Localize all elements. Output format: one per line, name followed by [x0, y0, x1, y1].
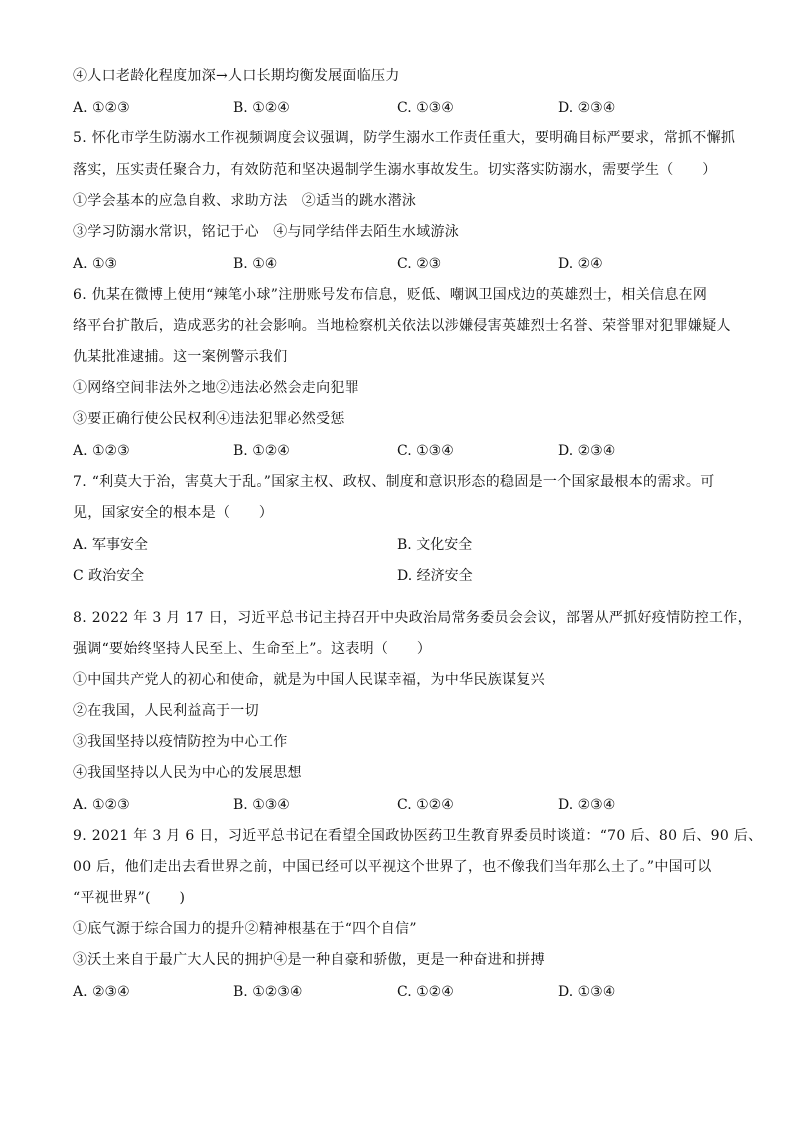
q6-stem-line-1: 6. 仇某在微博上使用“辣笔小球”注册账号发布信息，贬低、嘲讽卫国戍边的英雄烈士，相关信息在网	[73, 287, 708, 303]
q6-items-line-2: ③要正确行使公民权利④违法犯罪必然受惩	[73, 411, 345, 427]
q8-item-2: ②在我国，人民利益高于一切	[73, 703, 259, 719]
q4-option-a: A. ①②③	[73, 100, 130, 116]
q9-option-b: B. ①②③④	[233, 984, 303, 1000]
q8-option-d: D. ②③④	[558, 797, 616, 813]
q8-option-a: A. ①②③	[73, 797, 130, 813]
q7-option-b: B. 文化安全	[397, 537, 473, 553]
q7-stem-line-1: 7. “利莫大于治，害莫大于乱。”国家主权、政权、制度和意识形态的稳固是一个国家最根本的需求。可	[73, 474, 715, 490]
q6-option-d: D. ②③④	[558, 443, 616, 459]
q8-option-b: B. ①③④	[233, 797, 290, 813]
q8-option-c: C. ①②④	[397, 797, 454, 813]
q6-option-b: B. ①②④	[233, 443, 290, 459]
q9-stem-line-2: 00 后，他们走出去看世界之前，中国已经可以平视这个世界了，也不像我们当年那么土了。”中国可以	[73, 859, 712, 875]
q6-items-line-1: ①网络空间非法外之地②违法必然会走向犯罪	[73, 380, 359, 396]
q8-stem-line-2: 强调“要始终坚持人民至上、生命至上”。这表明（ ）	[73, 641, 432, 657]
q6-option-a: A. ①②③	[73, 443, 130, 459]
q6-stem-line-3: 仇某批准逮捕。这一案例警示我们	[73, 349, 288, 365]
q8-stem-line-1: 8. 2022 年 3 月 17 日，习近平总书记主持召开中央政治局常务委员会会议，部署从严抓好疫情防控工作，	[73, 610, 752, 626]
q4-option-c: C. ①③④	[397, 100, 454, 116]
q5-option-d: D. ②④	[558, 256, 603, 272]
q5-option-b: B. ①④	[233, 256, 278, 272]
q4-option-d: D. ②③④	[558, 100, 616, 116]
q7-stem-line-2: 见，国家安全的根本是（ ）	[73, 505, 274, 521]
q5-option-a: A. ①③	[73, 256, 118, 272]
q6-stem-line-2: 络平台扩散后，造成恶劣的社会影响。当地检察机关依法以涉嫌侵害英雄烈士名誉、荣誉罪对犯罪嫌疑人	[73, 318, 731, 334]
q9-items-line-1: ①底气源于综合国力的提升②精神根基在于“四个自信”	[73, 921, 417, 937]
q4-item-4: ④人口老龄化程度加深→人口长期均衡发展面临压力	[73, 68, 400, 84]
q8-item-4: ④我国坚持以人民为中心的发展思想	[73, 765, 302, 781]
q9-items-line-2: ③沃土来自于最广大人民的拥护④是一种自豪和骄傲，更是一种奋进和拼搏	[73, 952, 545, 968]
q5-stem-line-1: 5. 怀化市学生防溺水工作视频调度会议强调，防学生溺水工作责任重大，要明确目标严要求，常抓不懈抓	[73, 130, 736, 146]
q9-option-c: C. ①②④	[397, 984, 454, 1000]
q4-option-b: B. ①②④	[233, 100, 290, 116]
q7-option-d: D. 经济安全	[397, 568, 473, 584]
q9-stem-line-1: 9. 2021 年 3 月 6 日，习近平总书记在看望全国政协医药卫生教育界委员时谈道：“70 后、80 后、90 后、	[73, 828, 763, 844]
q8-item-1: ①中国共产党人的初心和使命，就是为中国人民谋幸福，为中华民族谋复兴	[73, 672, 545, 688]
q5-option-c: C. ②③	[397, 256, 442, 272]
q5-stem-line-2: 落实，压实责任聚合力，有效防范和坚决遏制学生溺水事故发生。切实落实防溺水，需要学生（ ）	[73, 162, 717, 178]
q8-item-3: ③我国坚持以疫情防控为中心工作	[73, 734, 288, 750]
q6-option-c: C. ①③④	[397, 443, 454, 459]
q7-option-c: C 政治安全	[73, 568, 145, 584]
q9-option-d: D. ①③④	[558, 984, 616, 1000]
q5-items-line-1: ①学会基本的应急自救、求助方法 ②适当的跳水潜泳	[73, 193, 417, 209]
q5-items-line-2: ③学习防溺水常识，铭记于心 ④与同学结伴去陌生水域游泳	[73, 224, 460, 240]
q9-option-a: A. ②③④	[73, 984, 130, 1000]
q7-option-a: A. 军事安全	[73, 537, 149, 553]
q9-stem-line-3: “平视世界”( )	[73, 890, 186, 906]
